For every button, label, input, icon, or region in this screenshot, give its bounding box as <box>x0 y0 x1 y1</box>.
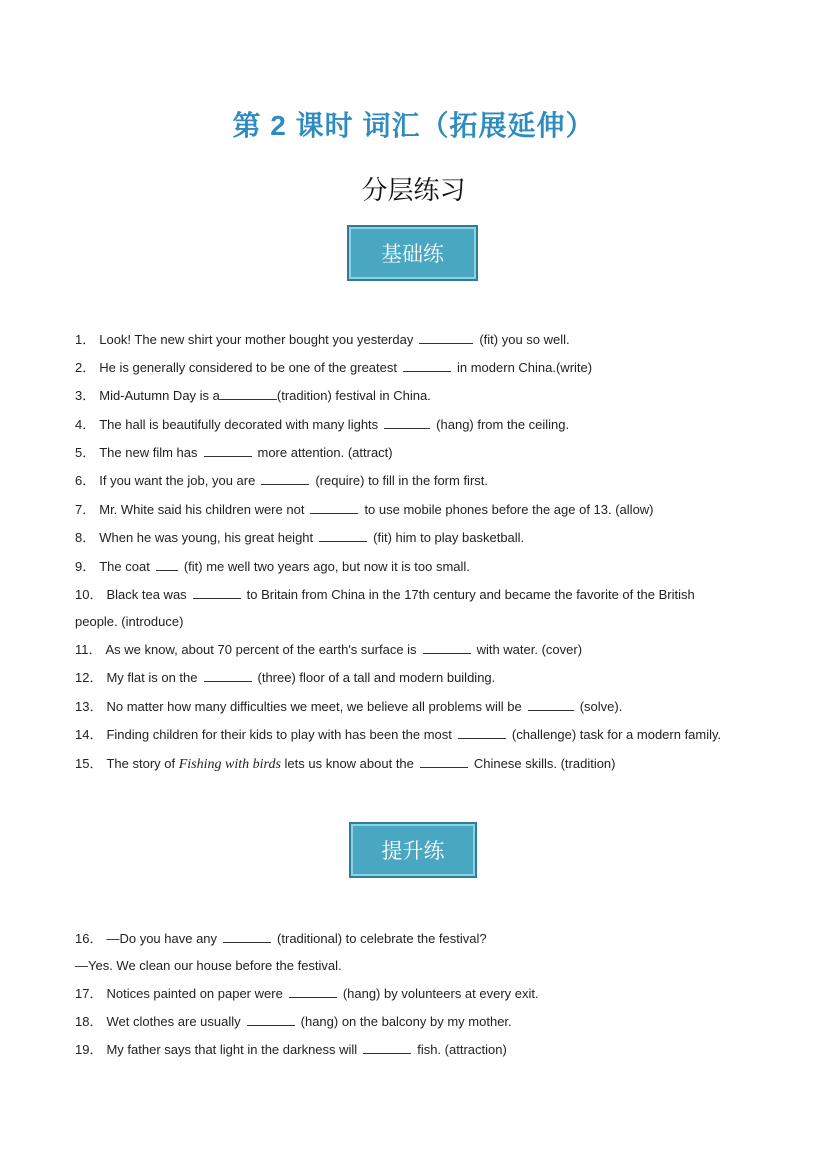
question-continuation: people. (introduce) <box>75 614 184 629</box>
question-item: 17． Notices painted on paper were (hang) by volunteers at every exit. <box>75 986 539 1001</box>
answer-blank[interactable] <box>204 669 252 682</box>
question-item: 16． —Do you have any (traditional) to celebrate the festival? <box>75 931 487 946</box>
question-item: 10． Black tea was to Britain from China in the 17th century and became the favorite of the British <box>75 587 695 602</box>
answer-blank[interactable] <box>384 416 430 429</box>
answer-blank[interactable] <box>310 501 358 514</box>
answer-blank[interactable] <box>220 387 277 400</box>
answer-blank[interactable] <box>193 586 241 599</box>
answer-blank[interactable] <box>420 755 468 768</box>
question-item: 1． Look! The new shirt your mother bought you yesterday (fit) you so well. <box>75 332 570 347</box>
section-label-advanced: 提升练 <box>349 822 477 878</box>
answer-blank[interactable] <box>204 444 252 457</box>
question-item: 9． The coat (fit) me well two years ago, but now it is too small. <box>75 559 470 574</box>
section-label-basic: 基础练 <box>347 225 478 281</box>
answer-blank[interactable] <box>423 641 471 654</box>
question-item: 12． My flat is on the (three) floor of a tall and modern building. <box>75 670 496 685</box>
answer-blank[interactable] <box>403 359 451 372</box>
answer-blank[interactable] <box>261 472 309 485</box>
answer-blank[interactable] <box>363 1041 411 1054</box>
answer-blank[interactable] <box>289 985 337 998</box>
page-title: 第 2 课时 词汇（拓展延伸） <box>232 110 595 141</box>
question-item: 6． If you want the job, you are (require) to fill in the form first. <box>75 473 488 488</box>
answer-blank[interactable] <box>156 558 178 571</box>
question-item: 13． No matter how many difficulties we meet, we believe all problems will be (solve). <box>75 699 623 714</box>
question-item: 14． Finding children for their kids to play with has been the most (challenge) task for a modern family. <box>75 727 722 742</box>
story-title: Fishing with birds <box>178 757 281 772</box>
answer-blank[interactable] <box>419 331 473 344</box>
question-item: 7． Mr. White said his children were not to use mobile phones before the age of 13. (allow) <box>75 502 654 517</box>
question-item: 4． The hall is beautifully decorated with many lights (hang) from the ceiling. <box>75 417 570 432</box>
question-item: 11． As we know, about 70 percent of the earth's surface is with water. (cover) <box>75 642 583 657</box>
answer-blank[interactable] <box>319 529 367 542</box>
question-item: 5． The new film has more attention. (attract) <box>75 445 393 460</box>
question-continuation: —Yes. We clean our house before the festival. <box>75 958 342 973</box>
page-subtitle: 分层练习 <box>361 176 466 206</box>
question-item: 2． He is generally considered to be one of the greatest in modern China.(write) <box>75 360 593 375</box>
question-item: 18． Wet clothes are usually (hang) on the balcony by my mother. <box>75 1014 512 1029</box>
question-item: 8． When he was young, his great height (fit) him to play basketball. <box>75 530 525 545</box>
answer-blank[interactable] <box>223 930 271 943</box>
question-item: 19． My father says that light in the darkness will fish. (attraction) <box>75 1042 507 1057</box>
question-item: 3． Mid-Autumn Day is a (tradition) festival in China. <box>75 388 431 403</box>
question-item: 15． The story of Fishing with birds lets us know about the Chinese skills. (tradition) <box>75 756 616 772</box>
answer-blank[interactable] <box>458 726 506 739</box>
answer-blank[interactable] <box>247 1013 295 1026</box>
answer-blank[interactable] <box>528 698 574 711</box>
